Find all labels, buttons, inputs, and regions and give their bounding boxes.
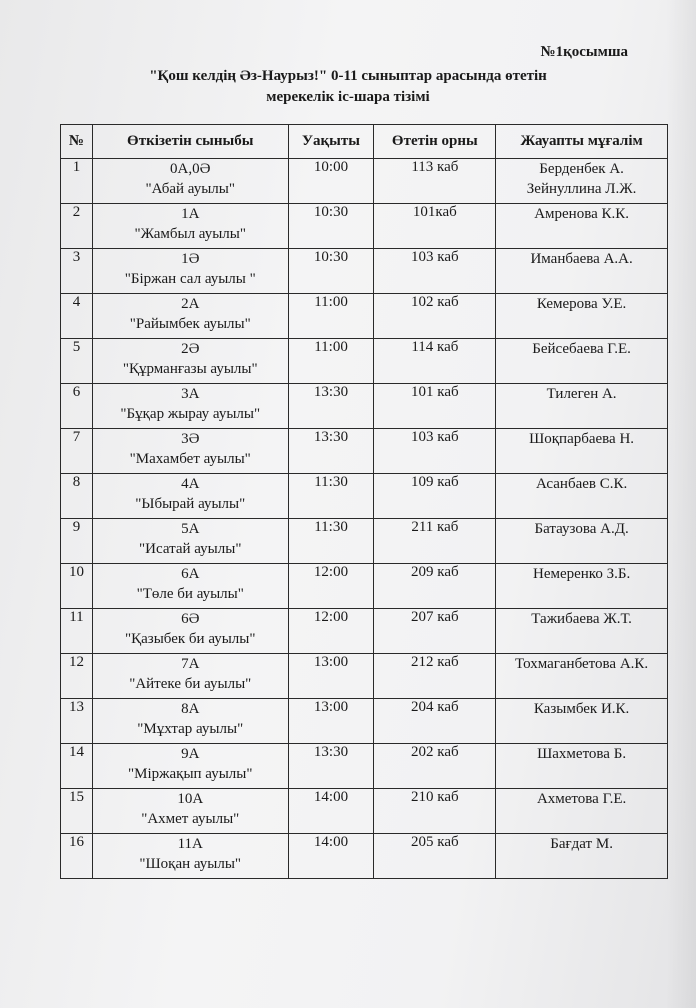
row-number: 9 <box>61 519 93 564</box>
row-number: 16 <box>61 834 93 879</box>
room-cell: 212 каб <box>374 654 496 699</box>
table-header-row <box>61 125 668 159</box>
room-cell: 113 каб <box>374 159 496 204</box>
time-cell: 11:00 <box>288 339 374 384</box>
annex-label: №1қосымша <box>540 44 628 60</box>
room-cell: 102 каб <box>374 294 496 339</box>
time-cell: 13:30 <box>288 429 374 474</box>
village-name: "Махамбет ауылы" <box>129 451 251 467</box>
class-name: 11А <box>177 836 203 852</box>
class-name: 8А <box>181 701 200 717</box>
village-name: "Ахмет ауылы" <box>141 811 240 827</box>
class-name: 3А <box>181 386 200 402</box>
time-cell: 12:00 <box>288 564 374 609</box>
class-cell <box>92 384 288 429</box>
class-cell <box>92 339 288 384</box>
header-number: № <box>61 125 93 159</box>
teacher-name: Асанбаев С.К. <box>535 476 628 492</box>
table-row <box>61 564 668 609</box>
class-name: 6Ә <box>181 611 200 627</box>
row-number: 13 <box>61 699 93 744</box>
event-schedule-table <box>60 124 668 879</box>
teacher-name: Кемерова У.Е. <box>536 296 627 312</box>
time-cell: 10:30 <box>288 204 374 249</box>
row-number: 4 <box>61 294 93 339</box>
time-cell: 11:30 <box>288 474 374 519</box>
title-line-1: "Қош келдің Әз-Наурыз!" 0-11 сыныптар арасында өтетін <box>149 68 547 84</box>
teacher-cell <box>496 519 668 564</box>
class-cell <box>92 699 288 744</box>
teacher-cell <box>496 339 668 384</box>
time-cell: 14:00 <box>288 834 374 879</box>
village-name: "Құрманғазы ауылы" <box>122 361 258 377</box>
time-cell: 11:30 <box>288 519 374 564</box>
table-body <box>61 159 668 879</box>
table-row <box>61 339 668 384</box>
row-number: 8 <box>61 474 93 519</box>
teacher-cell <box>496 564 668 609</box>
time-cell: 14:00 <box>288 789 374 834</box>
room-cell: 109 каб <box>374 474 496 519</box>
village-name: "Айтеке би ауылы" <box>129 676 252 692</box>
class-cell <box>92 204 288 249</box>
class-cell <box>92 429 288 474</box>
time-cell: 13:30 <box>288 744 374 789</box>
header-time: Уақыты <box>288 125 374 159</box>
time-cell: 13:00 <box>288 699 374 744</box>
room-cell: 101каб <box>374 204 496 249</box>
teacher-name: Берденбек А. <box>539 161 624 177</box>
table-row <box>61 294 668 339</box>
row-number: 3 <box>61 249 93 294</box>
class-cell <box>92 654 288 699</box>
teacher-name-2: Зейнуллина Л.Ж. <box>526 181 637 197</box>
teacher-cell <box>496 744 668 789</box>
teacher-name: Немеренко З.Б. <box>532 566 631 582</box>
class-name: 4А <box>181 476 200 492</box>
table-row <box>61 474 668 519</box>
room-cell: 210 каб <box>374 789 496 834</box>
table-row <box>61 519 668 564</box>
row-number: 7 <box>61 429 93 474</box>
village-name: "Шоқан ауылы" <box>139 856 242 872</box>
class-cell <box>92 789 288 834</box>
row-number: 6 <box>61 384 93 429</box>
table-row <box>61 609 668 654</box>
class-name: 10А <box>177 791 204 807</box>
class-name: 3Ә <box>181 431 200 447</box>
teacher-cell <box>496 384 668 429</box>
row-number: 2 <box>61 204 93 249</box>
teacher-cell <box>496 429 668 474</box>
class-name: 2Ә <box>181 341 200 357</box>
row-number: 15 <box>61 789 93 834</box>
row-number: 5 <box>61 339 93 384</box>
village-name: "Мұхтар ауылы" <box>137 721 244 737</box>
header-room: Өтетін орны <box>374 125 496 159</box>
time-cell: 11:00 <box>288 294 374 339</box>
table-row <box>61 384 668 429</box>
class-name: 5А <box>181 521 200 537</box>
document-title <box>0 66 696 108</box>
class-name: 6А <box>181 566 200 582</box>
teacher-name: Тилеген А. <box>546 386 617 402</box>
row-number: 10 <box>61 564 93 609</box>
teacher-name: Амренова К.К. <box>534 206 629 222</box>
village-name: "Абай ауылы" <box>145 181 235 197</box>
class-cell <box>92 294 288 339</box>
class-cell <box>92 834 288 879</box>
row-number: 14 <box>61 744 93 789</box>
teacher-name: Шоқпарбаева Н. <box>529 431 635 447</box>
teacher-cell <box>496 204 668 249</box>
table-row <box>61 429 668 474</box>
teacher-name: Шахметова Б. <box>537 746 627 762</box>
teacher-cell <box>496 609 668 654</box>
class-name: 9А <box>181 746 200 762</box>
room-cell: 204 каб <box>374 699 496 744</box>
row-number: 12 <box>61 654 93 699</box>
class-name: 1А <box>181 206 200 222</box>
table-row <box>61 789 668 834</box>
room-cell: 209 каб <box>374 564 496 609</box>
teacher-name: Казымбек И.К. <box>533 701 630 717</box>
room-cell: 205 каб <box>374 834 496 879</box>
village-name: "Исатай ауылы" <box>139 541 242 557</box>
room-cell: 202 каб <box>374 744 496 789</box>
table-row <box>61 699 668 744</box>
teacher-cell <box>496 159 668 204</box>
header-teacher: Жауапты мұғалім <box>496 125 668 159</box>
teacher-name: Тажибаева Ж.Т. <box>531 611 632 627</box>
village-name: "Жамбыл ауылы" <box>134 226 246 242</box>
table-row <box>61 159 668 204</box>
teacher-name: Тохмаганбетова А.К. <box>515 656 649 672</box>
room-cell: 207 каб <box>374 609 496 654</box>
village-name: "Райымбек ауылы" <box>129 316 251 332</box>
village-name: "Біржан сал ауылы " <box>124 271 256 287</box>
teacher-cell <box>496 834 668 879</box>
class-cell <box>92 744 288 789</box>
teacher-name: Бейсебаева Г.Е. <box>532 341 631 357</box>
teacher-name: Ахметова Г.Е. <box>536 791 627 807</box>
teacher-name: Иманбаева А.А. <box>530 251 633 267</box>
class-cell <box>92 564 288 609</box>
class-name: 0А,0Ә <box>170 161 211 177</box>
room-cell: 114 каб <box>374 339 496 384</box>
table-row <box>61 654 668 699</box>
room-cell: 103 каб <box>374 249 496 294</box>
teacher-cell <box>496 789 668 834</box>
table-row <box>61 744 668 789</box>
class-cell <box>92 159 288 204</box>
header-class: Өткізетін сыныбы <box>92 125 288 159</box>
page-shadow <box>666 0 696 1008</box>
teacher-cell <box>496 294 668 339</box>
class-name: 2А <box>181 296 200 312</box>
village-name: "Қазыбек би ауылы" <box>125 631 256 647</box>
village-name: "Бұқар жырау ауылы" <box>120 406 261 422</box>
title-line-2: мерекелік іс-шара тізімі <box>266 89 430 105</box>
teacher-cell <box>496 654 668 699</box>
teacher-cell <box>496 249 668 294</box>
time-cell: 10:30 <box>288 249 374 294</box>
class-cell <box>92 474 288 519</box>
teacher-cell <box>496 699 668 744</box>
room-cell: 211 каб <box>374 519 496 564</box>
class-name: 7А <box>181 656 200 672</box>
village-name: "Ыбырай ауылы" <box>135 496 246 512</box>
row-number: 1 <box>61 159 93 204</box>
table-row <box>61 834 668 879</box>
teacher-name: Бағдат М. <box>550 836 613 852</box>
village-name: "Төле би ауылы" <box>136 586 244 602</box>
class-cell <box>92 249 288 294</box>
time-cell: 13:00 <box>288 654 374 699</box>
class-cell <box>92 519 288 564</box>
village-name: "Міржақып ауылы" <box>128 766 253 782</box>
table-row <box>61 249 668 294</box>
room-cell: 101 каб <box>374 384 496 429</box>
time-cell: 12:00 <box>288 609 374 654</box>
row-number: 11 <box>61 609 93 654</box>
time-cell: 13:30 <box>288 384 374 429</box>
class-name: 1Ә <box>181 251 200 267</box>
teacher-name: Батаузова А.Д. <box>534 521 629 537</box>
class-cell <box>92 609 288 654</box>
room-cell: 103 каб <box>374 429 496 474</box>
table-row <box>61 204 668 249</box>
teacher-cell <box>496 474 668 519</box>
time-cell: 10:00 <box>288 159 374 204</box>
